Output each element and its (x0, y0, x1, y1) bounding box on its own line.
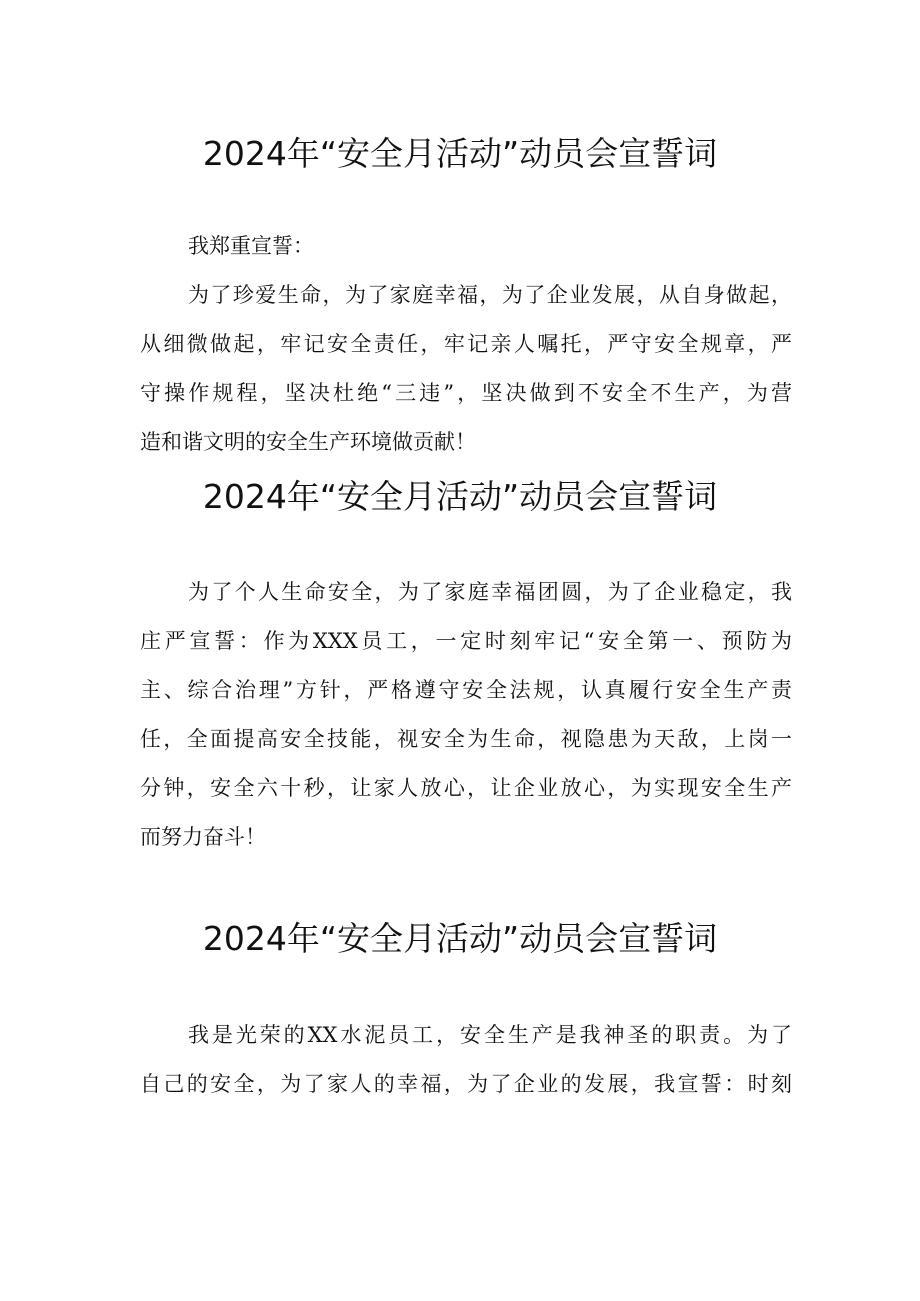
text-line: 分钟，安全六十秒，让家人放心，让企业放心，为实现安全生产 (140, 776, 792, 800)
section-title-1: 2024年“安全月活动”动员会宣誓词 (202, 134, 718, 173)
text-line: 为了珍爱生命，为了家庭幸福，为了企业发展，从自身做起， (188, 283, 792, 307)
text-line: 我是光荣的XX水泥员工，安全生产是我神圣的职责。为了 (188, 1023, 792, 1047)
oath-paragraph-2 (140, 568, 792, 862)
text-line: 而努力奋斗！ (140, 825, 266, 849)
section-title-2: 2024年“安全月活动”动员会宣誓词 (202, 477, 718, 516)
text-line: 我郑重宣誓： (188, 234, 314, 258)
text-line: 从细微做起，牢记安全责任，牢记亲人嘱托，严守安全规章，严 (140, 332, 792, 356)
oath-paragraph-3 (140, 1011, 792, 1109)
oath-paragraph-1 (140, 271, 792, 467)
text-line: 自己的安全，为了家人的幸福，为了企业的发展，我宣誓：时刻 (140, 1072, 792, 1096)
text-line: 主、综合治理”方针，严格遵守安全法规，认真履行安全生产责 (140, 678, 792, 702)
section-title-3: 2024年“安全月活动”动员会宣誓词 (202, 919, 718, 958)
text-line: 守操作规程，坚决杜绝“三违”，坚决做到不安全不生产，为营 (140, 381, 792, 405)
text-line: 任，全面提高安全技能，视安全为生命，视隐患为天敌，上岗一 (140, 727, 792, 751)
text-line: 为了个人生命安全，为了家庭幸福团圆，为了企业稳定，我 (188, 580, 792, 604)
text-line: 庄严宣誓：作为XXX员工，一定时刻牢记“安全第一、预防为 (140, 629, 792, 653)
text-line: 造和谐文明的安全生产环境做贡献！ (140, 430, 476, 454)
oath-intro-paragraph (140, 222, 792, 271)
